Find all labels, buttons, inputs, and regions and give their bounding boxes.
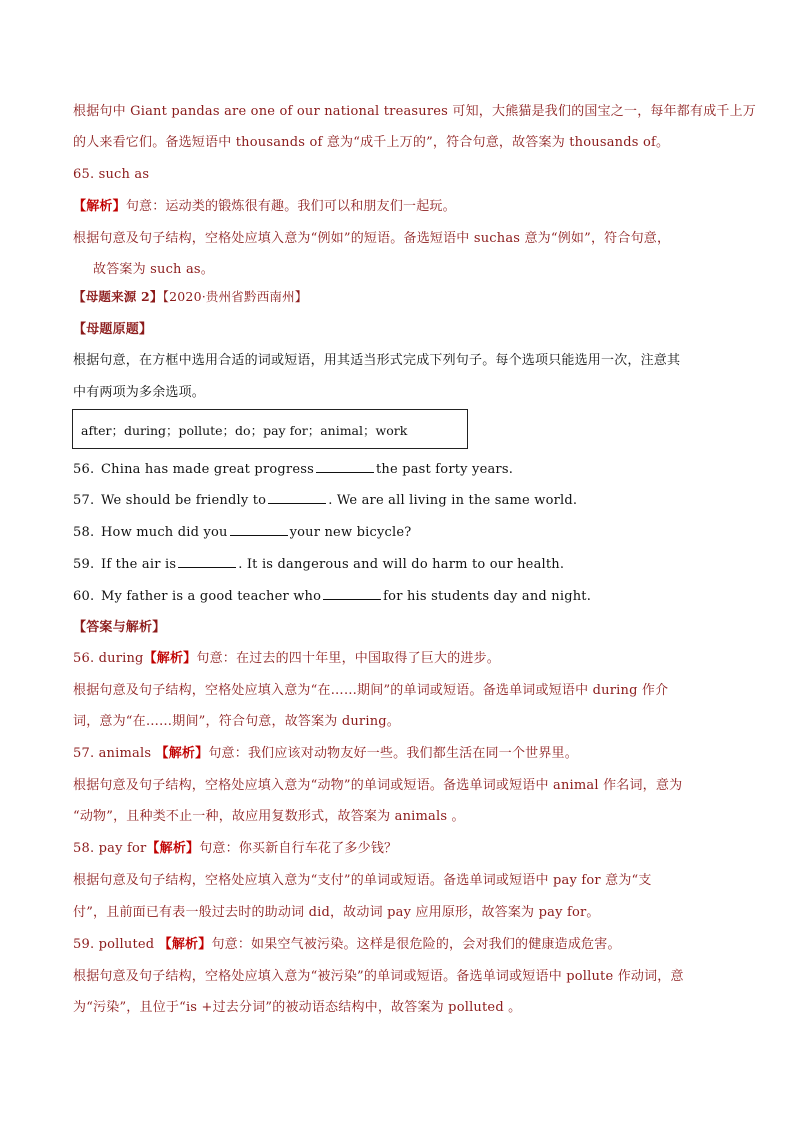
analysis-tag: 【解析】	[143, 651, 197, 666]
answers-heading: 【答案与解析】	[73, 620, 166, 635]
instructions-line: 根据句意，在方框中选用合适的词或短语，用其适当形式完成下列句子。每个选项只能选用一次，注意其	[73, 353, 681, 368]
explanation-line: 故答案为 such as。	[93, 262, 214, 277]
source-detail: 【2020·贵州省黔西南州】	[162, 289, 308, 304]
answer-blank	[178, 555, 236, 568]
answer-word: 57. animals	[73, 746, 156, 761]
explanation-line: 根据句意及句子结构，空格处应填入意为“例如”的短语。备选短语中 suchas 意为“例如”，符合句意，	[73, 231, 671, 246]
question-text: for his students day and night.	[383, 589, 592, 604]
source-tag: 【母题来源 2】	[73, 289, 163, 304]
question-text: How much did you	[101, 525, 228, 540]
analysis-line	[73, 198, 456, 216]
answer-blank	[230, 523, 288, 536]
instructions-line: 中有两项为多余选项。	[73, 385, 206, 400]
question-text: If the air is	[101, 557, 177, 572]
answer-word: 58. pay for	[73, 841, 147, 856]
question-number: 56.	[73, 462, 95, 477]
explanation-line: 根据句意及句子结构，空格处应填入意为“支付”的单词或短语。备选单词或短语中 pay for 意为“支	[73, 873, 652, 888]
question-text: China has made great progress	[101, 462, 314, 477]
question-number: 57.	[73, 493, 95, 508]
question-text: . We are all living in the same world.	[328, 493, 578, 508]
question-text: My father is a good teacher who	[101, 589, 322, 604]
answer-heading	[73, 745, 578, 763]
analysis-meaning: 句意：我们应该对动物友好一些。我们都生活在同一个世界里。	[208, 746, 578, 761]
question-text: . It is dangerous and will do harm to our health.	[238, 557, 565, 572]
analysis-tag: 【解析】	[146, 841, 200, 856]
question-item	[73, 491, 577, 510]
question-item	[73, 587, 591, 606]
question-text: the past forty years.	[375, 462, 514, 477]
analysis-meaning: 句意：在过去的四十年里，中国取得了巨大的进步。	[196, 651, 500, 666]
word-bank-box	[72, 409, 468, 449]
question-item	[73, 460, 513, 479]
analysis-meaning: 句意：运动类的锻炼很有趣。我们可以和朋友们一起玩。	[125, 199, 456, 214]
explanation-line: 为“污染”，且位于“is +过去分词”的被动语态结构中，故答案为 polluted 。	[73, 1000, 522, 1015]
explanation-line: 根据句意及句子结构，空格处应填入意为“被污染”的单词或短语。备选单词或短语中 pollute 作动词，意	[73, 969, 684, 984]
explanation-line: 付”，且前面已有表一般过去时的助动词 did，故动词 pay 应用原形，故答案为 pay for。	[73, 905, 600, 920]
explanation-line: 的人来看它们。备选短语中 thousands of 意为“成千上万的”，符合句意，故答案为 thousands of。	[73, 135, 670, 150]
analysis-tag: 【解析】	[73, 199, 126, 214]
answer-blank	[268, 491, 326, 504]
explanation-line: 根据句意及句子结构，空格处应填入意为“在……期间”的单词或短语。备选单词或短语中 during 作介	[73, 683, 669, 698]
answer-heading	[73, 936, 621, 954]
question-item	[73, 555, 564, 574]
question-text: We should be friendly to	[101, 493, 267, 508]
word-bank-text: after；during；pollute；do；pay for；animal；work	[81, 423, 408, 438]
explanation-line: 根据句意及句子结构，空格处应填入意为“动物”的单词或短语。备选单词或短语中 animal 作名词，意为	[73, 778, 683, 793]
answer-heading	[73, 650, 500, 668]
question-number: 58.	[73, 525, 95, 540]
answer-heading: 65. such as	[73, 167, 150, 182]
explanation-line: “动物”，且种类不止一种，故应用复数形式，故答案为 animals 。	[73, 809, 465, 824]
explanation-line: 词，意为“在……期间”，符合句意，故答案为 during。	[73, 714, 400, 729]
question-text: your new bicycle?	[289, 525, 412, 540]
analysis-meaning: 句意：你买新自行车花了多少钱？	[199, 841, 398, 856]
explanation-line: 根据句中 Giant pandas are one of our national treasures 可知，大熊猫是我们的国宝之一，每年都有成千上万	[73, 104, 756, 119]
question-item	[73, 523, 411, 542]
original-question-heading: 【母题原题】	[73, 322, 153, 337]
source-line	[73, 288, 308, 306]
question-number: 59.	[73, 557, 95, 572]
answer-word: 56. during	[73, 651, 144, 666]
analysis-tag: 【解析】	[155, 746, 209, 761]
answer-heading	[73, 840, 397, 858]
question-number: 60.	[73, 589, 95, 604]
answer-blank	[323, 587, 381, 600]
analysis-tag: 【解析】	[158, 937, 212, 952]
analysis-meaning: 句意：如果空气被污染。这样是很危险的，会对我们的健康造成危害。	[211, 937, 621, 952]
answer-blank	[316, 460, 374, 473]
answer-word: 59. polluted	[73, 937, 159, 952]
